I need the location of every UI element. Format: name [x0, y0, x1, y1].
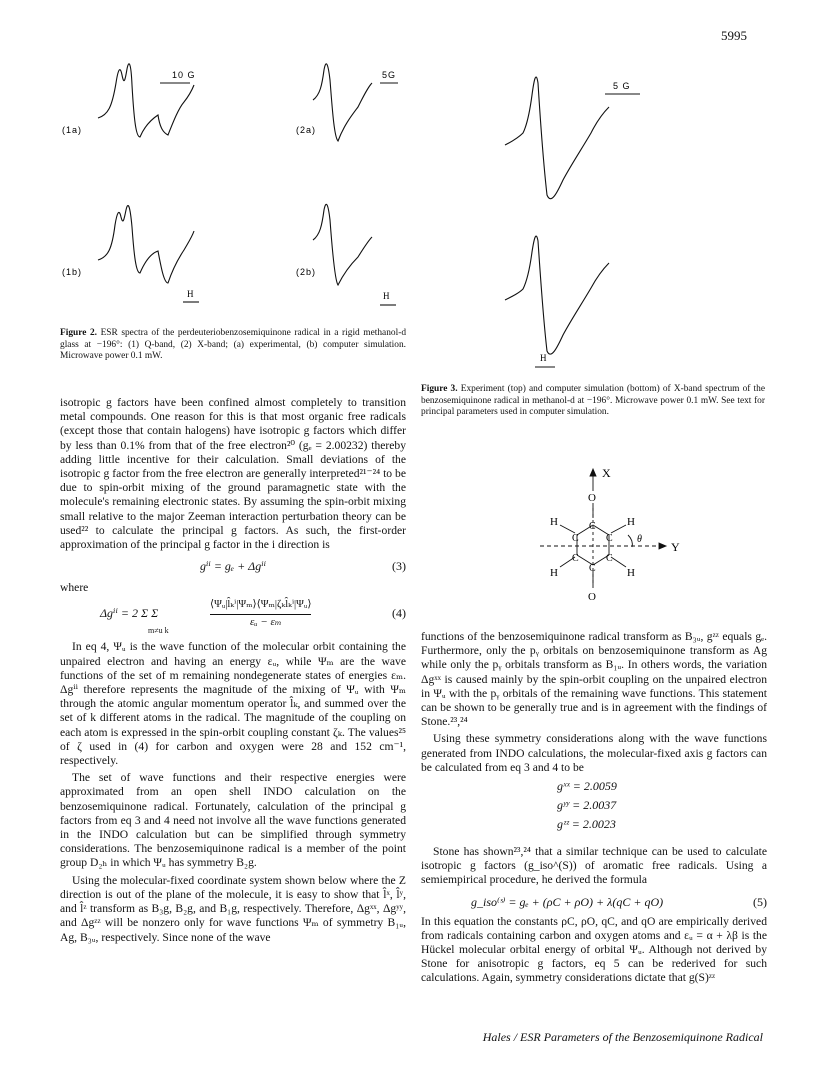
label-1a: (1a) [62, 125, 83, 135]
figure-3-caption-text: Experiment (top) and computer simulation (bottom) of X-band spectrum of the benzosemiquinone radical in methanol-d at −196°. Microwave power 0.1 mW. See text for principal parameters used in computer simulation. [421, 384, 766, 418]
atom-c6: C [589, 563, 596, 574]
right-column [421, 630, 767, 989]
field-label-fig3: H [540, 353, 547, 363]
left-column [60, 396, 406, 948]
figure-3-spectra [495, 55, 670, 375]
atom-h-bl: H [550, 567, 558, 579]
g-values-block [421, 779, 767, 837]
equation-5-number: (5) [753, 894, 767, 909]
angle-theta: θ [637, 534, 642, 545]
right-paragraph-2: Using these symmetry considerations along with the wave functions generated from INDO calculations, the molecular-fixed axis g factors can be calculated from eq 3 and 4 to be [421, 732, 767, 774]
g-yy-value: gʸʸ = 2.0037 [557, 798, 617, 813]
page-number: 5995 [721, 28, 747, 43]
atom-c5: C [606, 553, 613, 564]
equation-3-number: (3) [392, 559, 406, 574]
axis-x-label: X [602, 466, 611, 480]
atom-c3: C [606, 533, 613, 544]
field-label-1b: H [187, 289, 194, 299]
left-paragraph-3: The set of wave functions and their respective energies were approximated from an open shell INDO calculation on the benzosemiquinone radical. Fortunately, calculation of the principal g factors from eq 3 and 4 need not involve all the wave functions generated in the INDO calculation but can be simplified through symmetry considerations. The benzosemiquinone radical is a member of the point group D₂ₕ in which Ψᵤ has symmetry B₂g. [60, 771, 406, 870]
spectrum-simulation [505, 236, 609, 354]
equation-4-lhs: Δgⁱⁱ = 2 Σ Σ [100, 606, 159, 621]
label-2a: (2a) [296, 125, 317, 135]
atom-c4: C [572, 553, 579, 564]
scale-label-10g: 10 G [172, 70, 196, 80]
equation-4-number: (4) [392, 606, 406, 621]
right-paragraph-1: functions of the benzosemiquinone radical transform as B₃ᵤ, gᶻᶻ equals gₑ. Furthermore, only the pᵧ orbitals on benzosemiquinone transform as Ag while only the pᵧ orbitals transform as B₁ᵤ. In others words, the variation Δgˣˣ is caused mainly by the spin-orbit coupling on the unpaired electron in Ψᵤ with the pᵧ orbitals of the remaining wave functions. This statement can be shown to be generally true and is in agreement with the findings of Stone.²³,²⁴ [421, 630, 767, 729]
atom-h-tr: H [627, 516, 635, 528]
spectrum-1b [98, 206, 194, 283]
scale-label-5g: 5G [382, 70, 397, 80]
spectrum-2a [313, 64, 372, 141]
figure-2-spectra [60, 45, 410, 315]
spectrum-experiment [505, 77, 609, 199]
figure-3-caption-head: Figure 3. [421, 384, 458, 394]
equation-5-row [421, 891, 767, 915]
running-footer: Hales / ESR Parameters of the Benzosemiquinone Radical [482, 1030, 763, 1044]
equation-4-numerator: ⟨Ψᵤ|l̂ₖⁱ|Ψₘ⟩⟨Ψₘ|ζₖl̂ₖⁱ|Ψᵤ⟩ [210, 598, 311, 614]
figure-2-caption-head: Figure 2. [60, 328, 97, 338]
atom-h-tl: H [550, 516, 558, 528]
right-paragraph-4: In this equation the constants ρC, ρO, qC, and qO are empirically derived from radicals containing carbon and oxygen atoms and εᵤ = α + λβ is the Hückel molecular orbital energy of orbital Ψᵤ. Although not derived by Stone for anisotropic g factors, eq 5 can be rederived for such calculations. Again, symmetry considerations dictate that g(S)ᶻᶻ [421, 914, 767, 985]
equation-4-denominator: εᵤ − εₘ [250, 616, 282, 629]
scale-label-fig3: 5 G [613, 81, 631, 91]
atom-c2: C [572, 533, 579, 544]
g-zz-value: gᶻᶻ = 2.0023 [557, 817, 616, 832]
equation-5: g_iso⁽ˢ⁾ = gₑ + (ρC + ρO) + λ(qC + qO) [471, 894, 664, 909]
equation-3: gⁱⁱ = gₑ + Δgⁱⁱ [200, 559, 267, 574]
atom-c1: C [589, 521, 596, 532]
left-paragraph-1: isotropic g factors have been confined almost completely to transition metal compounds. One reason for this is that most organic free radicals (except those that contain halogens) have isotropic g factors which differ by less than 0.1% from that of the free electron²⁰ (gₑ = 2.00232) thereby adding little incentive for their calculation. Small deviations of the isotropic g factor from the free electron are generally interpreted²¹⁻²⁴ to be due to spin-orbit mixing of the ground paramagnetic state with the molecule's remaining electronic states. By assuming the spin-orbit mixing small relative to the major Zeeman interaction perturbation theory can be used²² to calculate the principal g factors. As such, the first-order approximation of the principal g factor in the i direction is [60, 396, 406, 552]
label-2b: (2b) [296, 267, 317, 277]
equation-4-row [60, 598, 406, 640]
where-label: where [60, 581, 89, 595]
benzosemiquinone-structure [520, 463, 700, 613]
atom-o-bottom: O [588, 591, 596, 603]
atom-h-br: H [627, 567, 635, 579]
figure-2-caption [60, 328, 406, 363]
equation-3-row [60, 555, 406, 581]
g-xx-value: gˣˣ = 2.0059 [557, 779, 617, 794]
axis-y-label: Y [671, 540, 680, 554]
figure-3-caption [421, 384, 765, 419]
left-paragraph-4: Using the molecular-fixed coordinate system shown below where the Z direction is out of the plane of the molecule, it is easy to show that l̂ˣ, l̂ʸ, and l̂ᶻ transform as B₃g, B₂g, and B₁g, respectively. Therefore, Δgˣˣ, Δgʸʸ, and Δgᶻᶻ will be nonzero only for wave functions Ψₘ of symmetry B₁ᵤ, Ag, B₃ᵤ, respectively. Since none of the wave [60, 873, 406, 944]
left-paragraph-2: In eq 4, Ψᵤ is the wave function of the molecular orbit containing the unpaired electron and having an energy εᵤ, while Ψₘ are the wave functions of the set of m remaining nondegenerate states of energies εₘ. Δgⁱⁱ therefore represents the magnitude of the mixing of Ψᵤ with Ψₘ through the atomic angular momentum operator l̂ₖ, and summed over the set of k different atoms in the radical. The magnitude of the coupling on each atom is expressed in the spin-orbit coupling constant ζₖ. The values²⁵ of ζ used in (4) for carbon and oxygen were 28 and 152 cm⁻¹, respectively. [60, 640, 406, 768]
atom-o-top: O [588, 492, 596, 504]
spectrum-2b [313, 204, 372, 285]
label-1b: (1b) [62, 267, 83, 277]
right-paragraph-3: Stone has shown²³,²⁴ that a similar technique can be used to calculate isotropic g factors (g_iso^(S)) of aromatic free radicals. Using a semiempirical procedure, he derived the formula [421, 845, 767, 887]
equation-4-subscript: m≠u k [148, 626, 169, 636]
field-label-2b: H [383, 291, 390, 301]
figure-2-caption-text: ESR spectra of the perdeuteriobenzosemiquinone radical in a rigid methanol-d glass at −196°: (1) Q-band, (2) X-band; (a) experimental, (b) computer simulation. Microwave power 0.1 mW. [60, 328, 407, 362]
